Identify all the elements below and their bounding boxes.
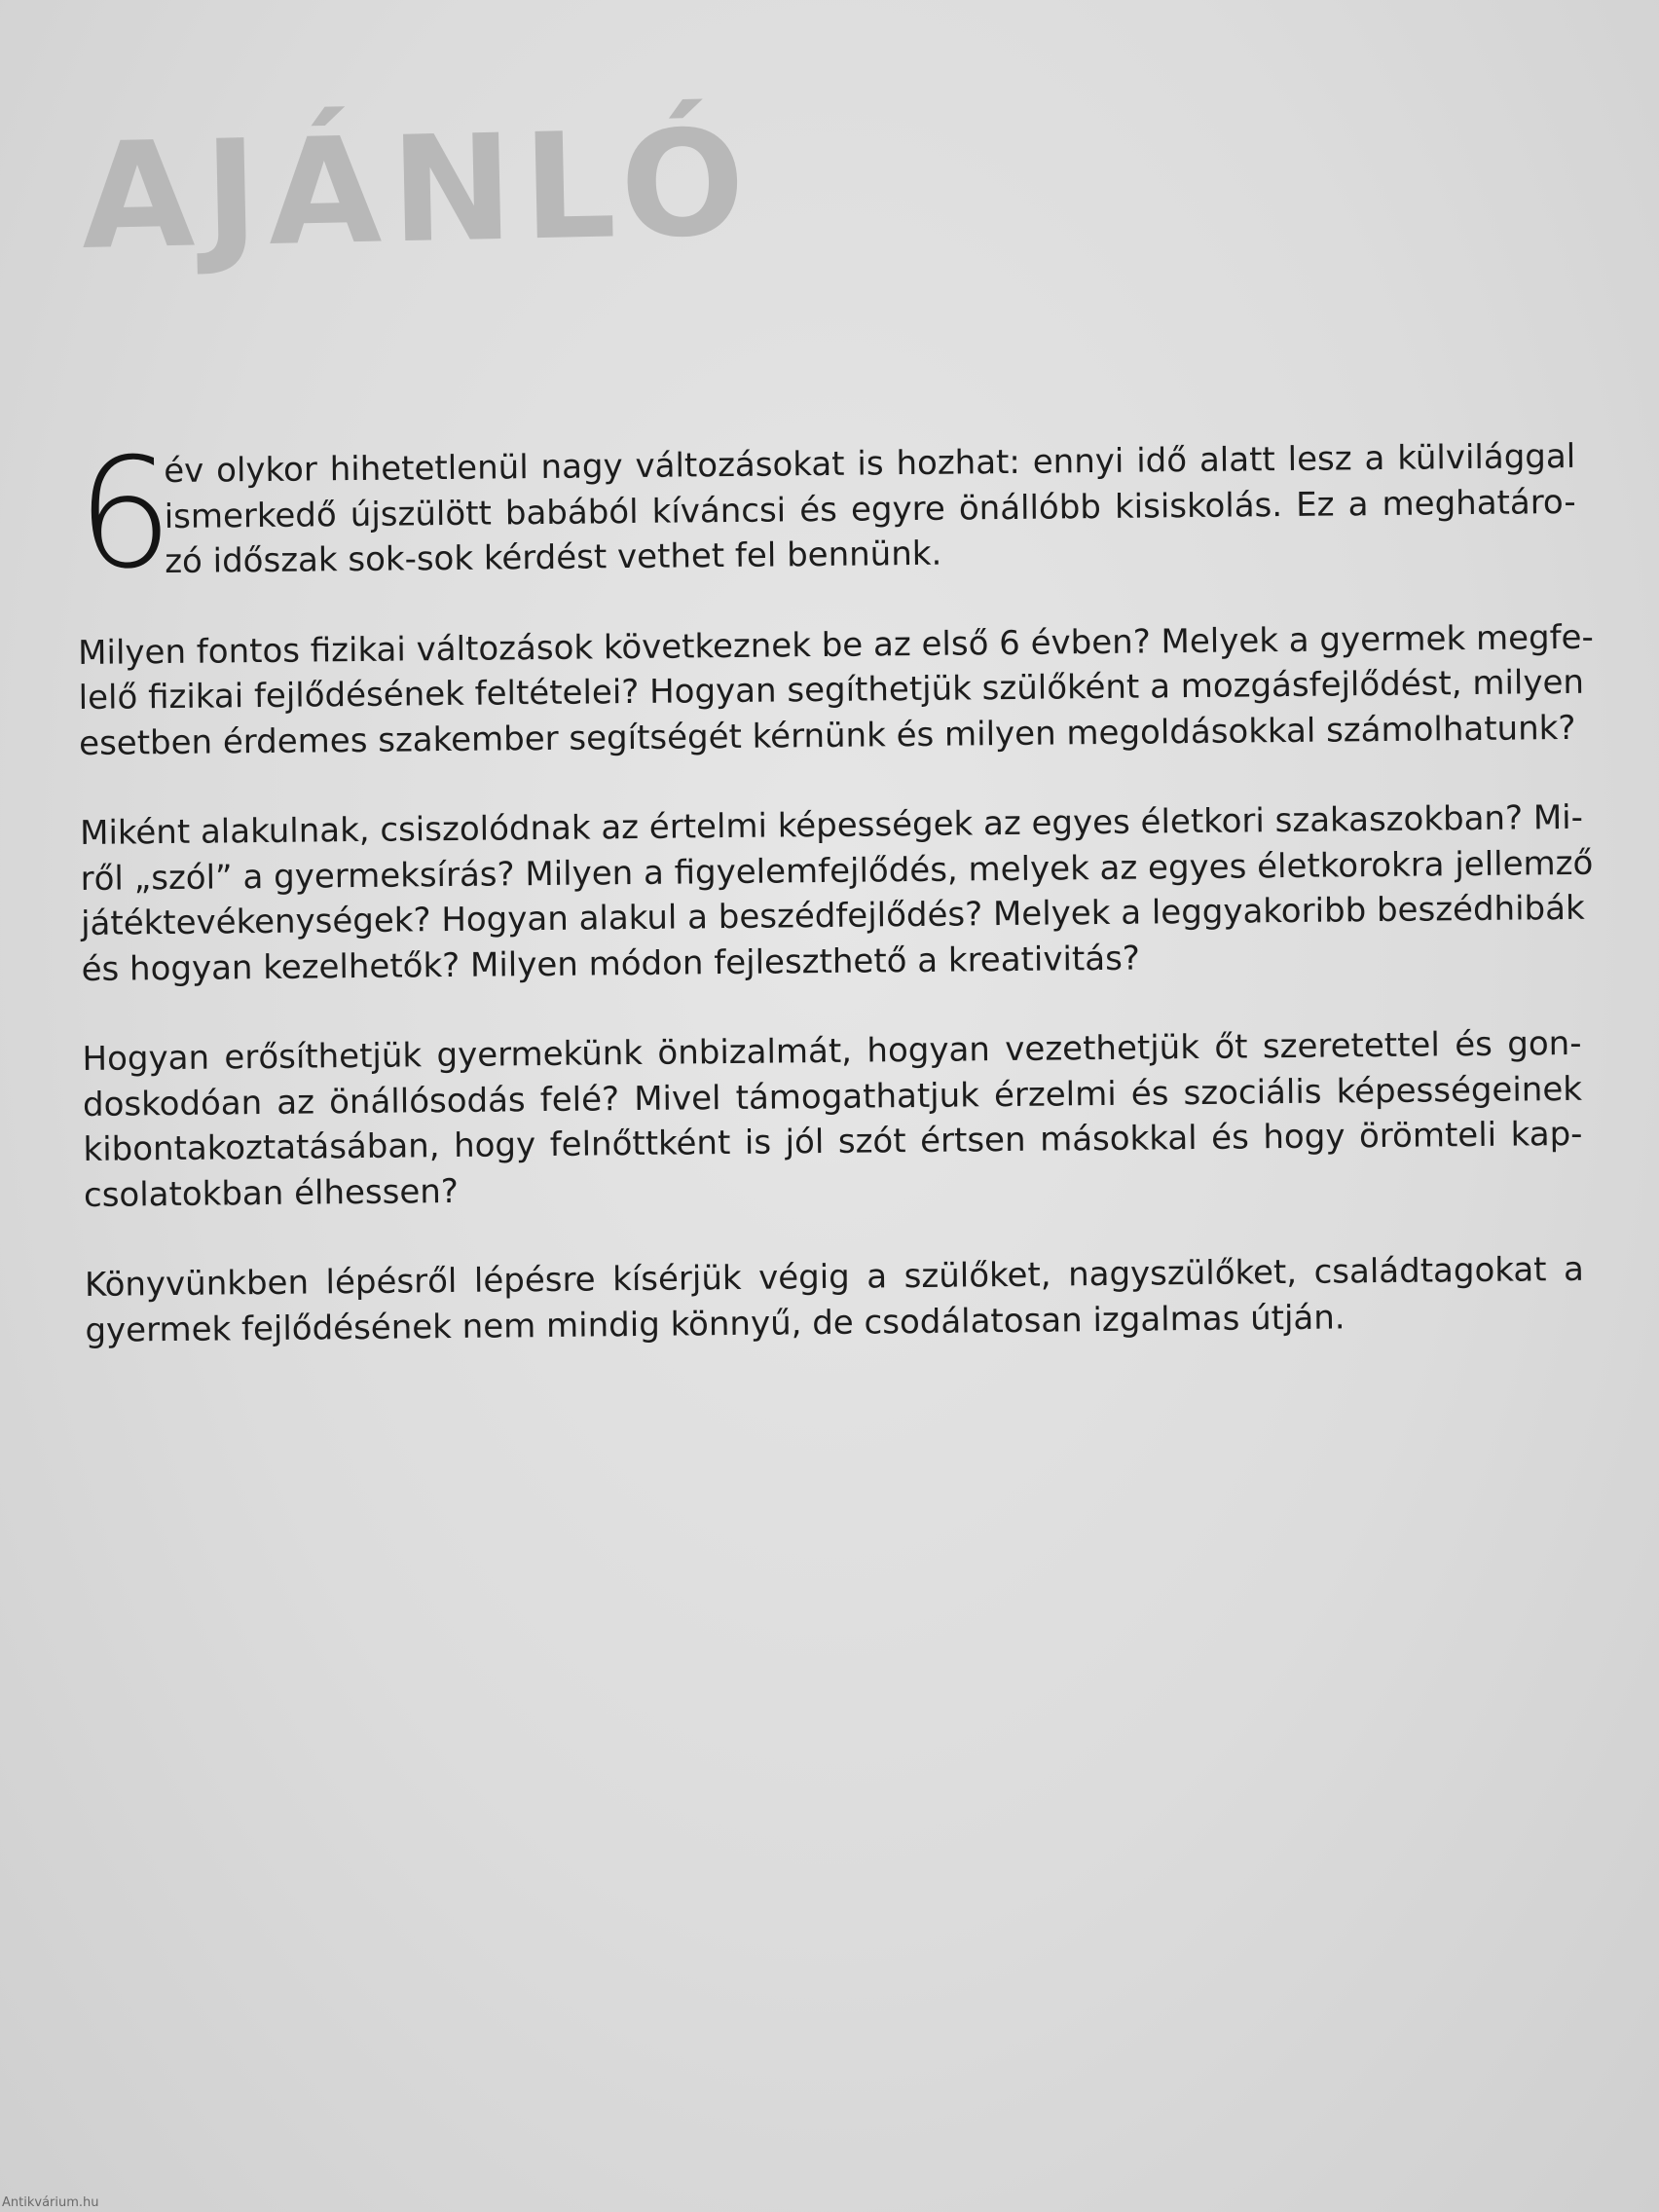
paragraph-line: lelő fizikai fejlődésének feltételei? Hogyan segíthetjük szülőként a mozgásfejlődést, milyen	[78, 662, 1585, 718]
paragraph-line: játéktevékenységek? Hogyan alakul a beszédfejlődés? Melyek a leggyakoribb beszédhibák	[80, 888, 1585, 943]
intro-line: zó időszak sok-sok kérdést vethet fel bennünk.	[165, 534, 942, 582]
intro-paragraph	[75, 424, 1576, 603]
paragraph-line: Könyvünkben lépésről lépésre kísérjük végig a szülőket, nagyszülőket, családtagokat a	[84, 1249, 1585, 1305]
paragraph-physical-development	[77, 614, 1594, 766]
paragraph-line: Hogyan erősíthetjük gyermekünk önbizalmát, hogyan vezethetjük őt szeretettel és gon-	[82, 1023, 1582, 1079]
paragraph-line: csolatokban élhessen?	[83, 1171, 460, 1215]
paragraph-line: Milyen fontos fizikai változások következnek be az első 6 évben? Melyek a gyermek megfe-	[77, 617, 1594, 673]
paragraph-line: gyermek fejlődésének nem mindig könnyű, de csodálatosan izgalmas útján.	[85, 1297, 1346, 1350]
paragraph-line: esetben érdemes szakember segítségét kérnünk és milyen megoldásokkal számolhatunk?	[78, 708, 1576, 763]
paragraph-closing	[85, 1247, 1585, 1353]
drop-cap: 6	[75, 424, 174, 603]
paragraph-line: doskodóan az önállósodás felé? Mivel támogathatjuk érzelmi és szociális képességeinek	[82, 1069, 1583, 1124]
intro-line: ismerkedő újszülött babából kíváncsi és egyre önállóbb kisiskolás. Ez a meghatáro-	[164, 482, 1576, 536]
page-heading: AJÁNLÓ	[79, 98, 756, 282]
intro-line: év olykor hihetetlenül nagy változásokat is hozhat: ennyi idő alatt lesz a külvilággal	[164, 436, 1576, 492]
paragraph-emotional-development	[82, 1021, 1583, 1218]
body-text	[75, 424, 1594, 1398]
paragraph-cognitive-development	[79, 795, 1594, 992]
paragraph-line: ről „szól” a gyermeksírás? Milyen a figyelemfejlődés, melyek az egyes életkorokra jellemző	[80, 843, 1594, 899]
paragraph-line: és hogyan kezelhetők? Milyen módon fejleszthető a kreativitás?	[81, 939, 1141, 989]
watermark: Antikvárium.hu	[2, 2195, 99, 2210]
paragraph-line: kibontakoztatásában, hogy felnőttként is jól szót értsen másokkal és hogy örömteli kap-	[83, 1114, 1583, 1169]
paragraph-line: Miként alakulnak, csiszolódnak az értelmi képességek az egyes életkori szakaszokban? Mi-	[79, 797, 1584, 853]
